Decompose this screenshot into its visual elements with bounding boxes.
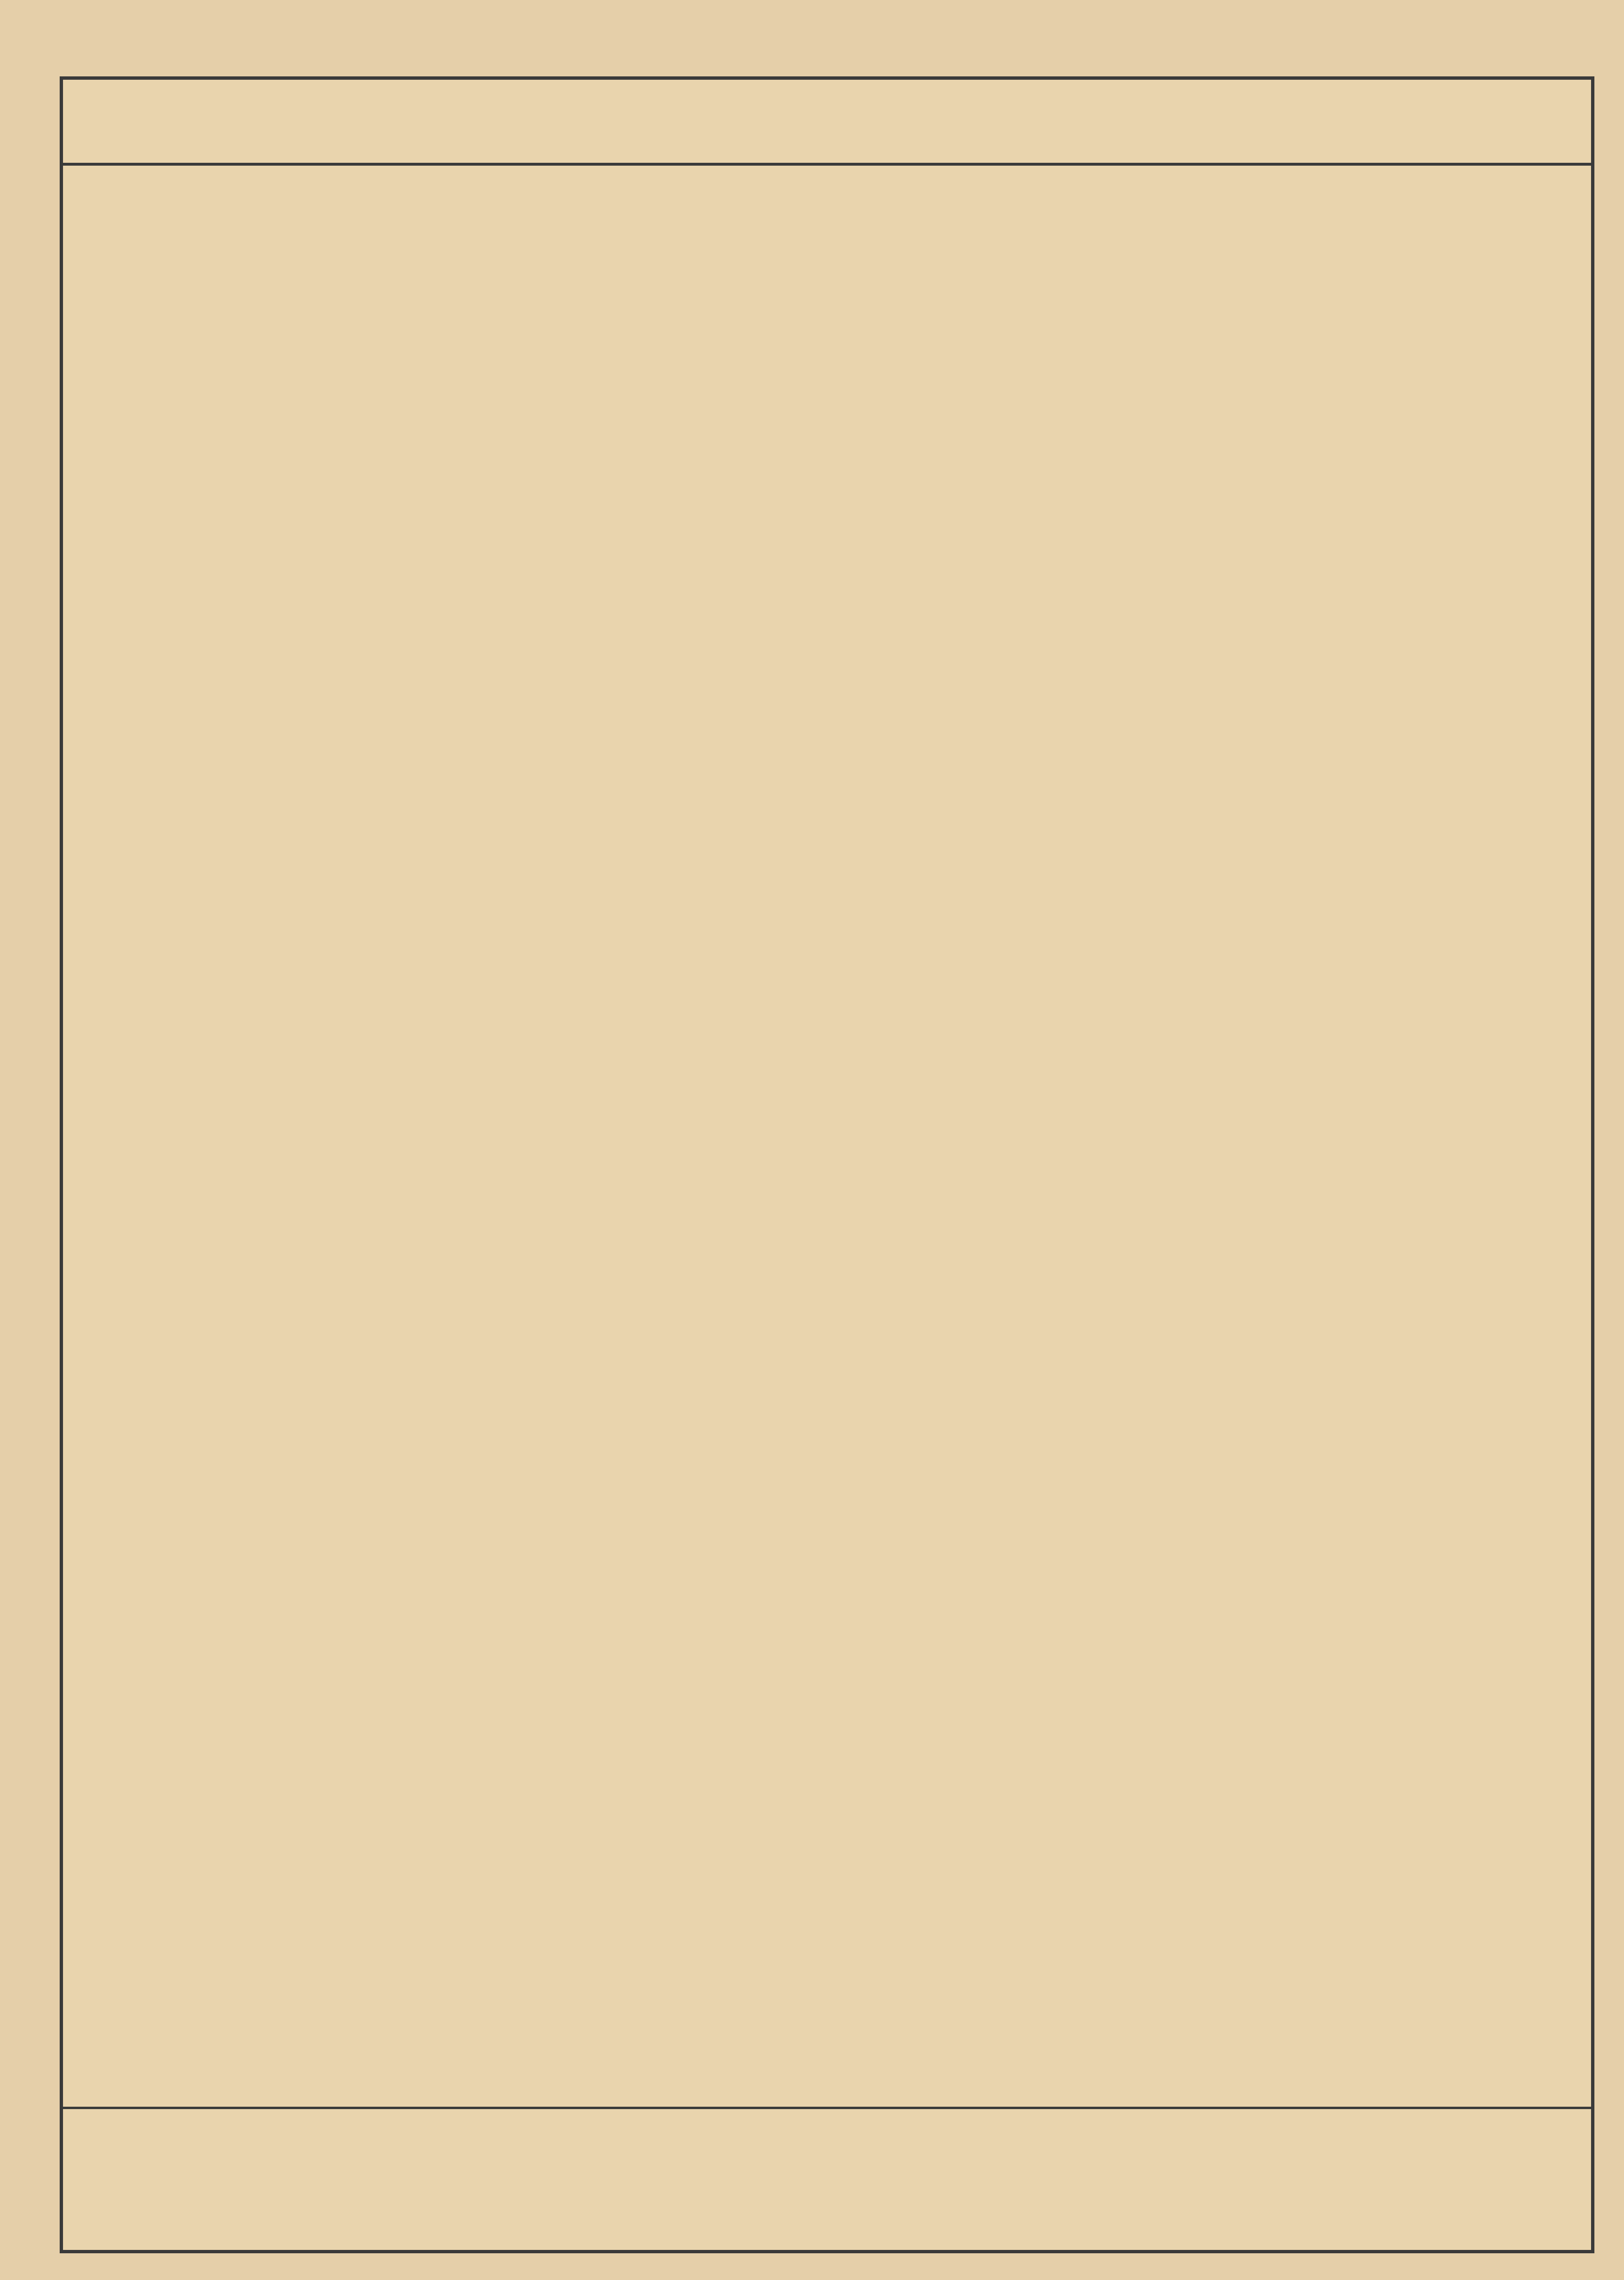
cloud-drift-footer [63, 2107, 1591, 2250]
observation-sheet [60, 76, 1594, 2253]
markante-punkte-label-bottom [73, 1536, 125, 2013]
markante-punkte-label-top [73, 567, 125, 1044]
sheet-header [63, 80, 1591, 166]
